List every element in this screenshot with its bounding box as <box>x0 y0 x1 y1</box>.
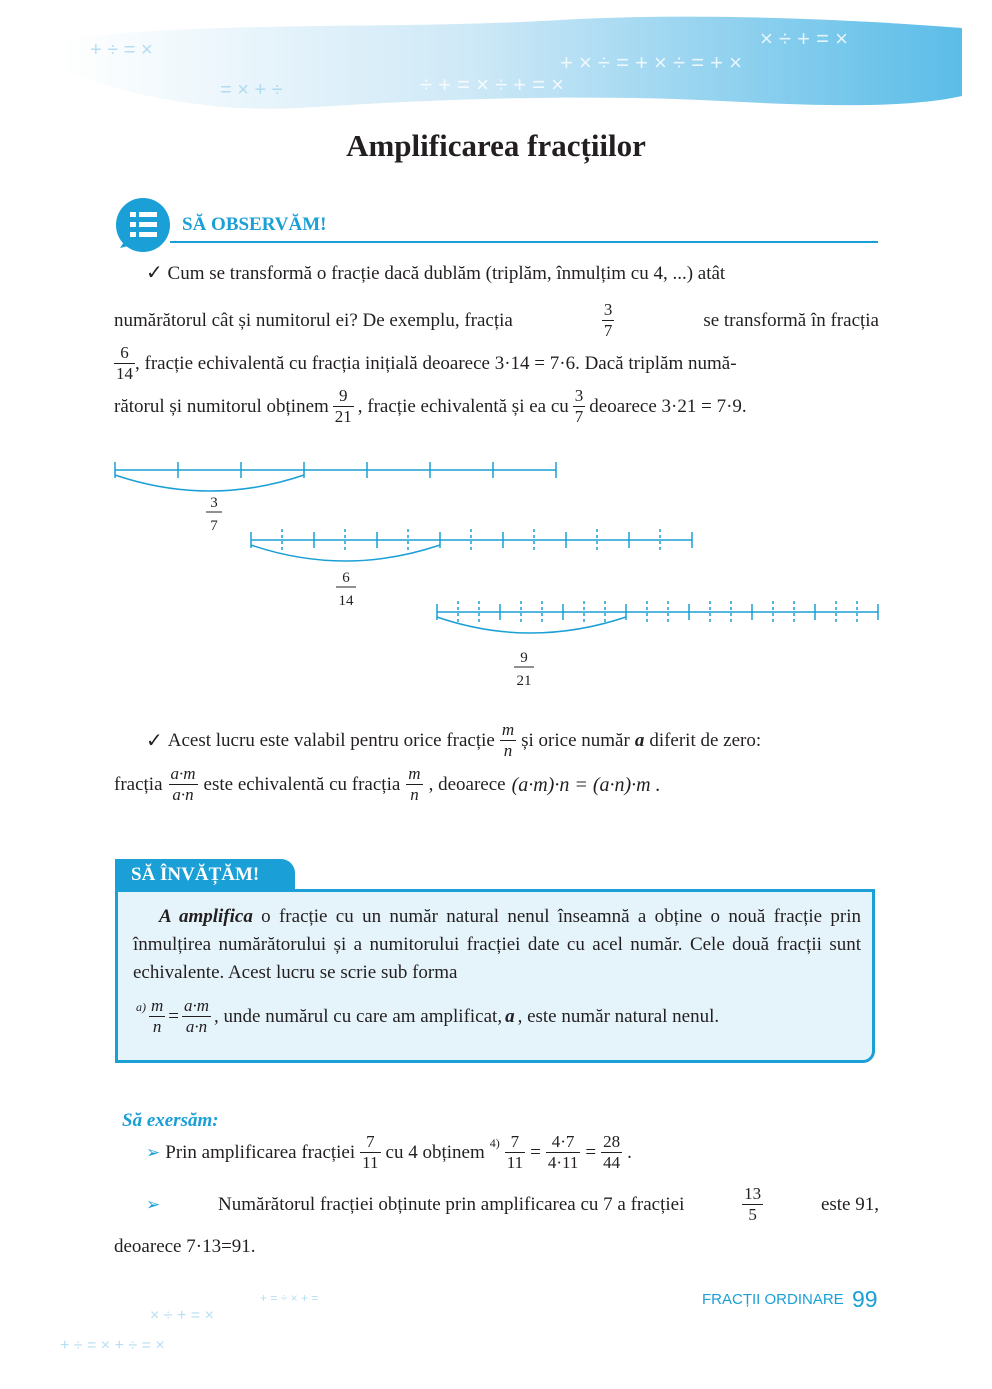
check-icon: ✓ <box>146 729 163 752</box>
denominator: a·n <box>172 785 194 804</box>
brace-3-7 <box>115 475 304 491</box>
brace-9-21 <box>437 617 626 633</box>
section-heading-practice: Să exersăm: <box>122 1110 219 1131</box>
practice-item-continuation: deoarece 7·13=91. <box>114 1236 256 1257</box>
numerator: 7 <box>360 1132 380 1153</box>
variable-a: a <box>634 729 645 751</box>
superscript: a) <box>136 1000 146 1014</box>
denominator: 11 <box>506 1153 524 1172</box>
half-ticks-fourteenths <box>282 529 660 553</box>
denominator: 14 <box>116 364 133 383</box>
numerator: m <box>408 764 421 783</box>
section-heading-learn: SĂ ÎNVĂȚĂM! <box>131 864 260 885</box>
denominator: n <box>152 1017 162 1036</box>
identity-formula: (a·m)·n = (a·n)·m . <box>511 773 661 796</box>
denominator: n <box>503 741 513 760</box>
svg-text:÷ + = × ÷ + = ×: ÷ + = × ÷ + = × <box>420 72 565 97</box>
fraction-7-11 <box>505 1132 525 1173</box>
numerator: 13 <box>744 1184 762 1203</box>
svg-text:+ ÷ = × + ÷ = ×: + ÷ = × + ÷ = × <box>60 1337 165 1354</box>
paragraph-line <box>146 262 725 285</box>
fraction-m-n <box>406 764 422 805</box>
definition-text <box>133 903 861 987</box>
numerator: 4·7 <box>546 1132 581 1153</box>
fraction-3-7 <box>602 300 615 341</box>
section-divider <box>170 241 878 243</box>
svg-text:+ ÷ = ×: + ÷ = × <box>90 39 153 61</box>
fraction-m-n <box>149 996 165 1037</box>
label-denominator: 14 <box>338 593 354 609</box>
numerator: 3 <box>574 386 584 405</box>
text: , este număr natural nenul. <box>517 1005 720 1027</box>
fraction-number-lines-diagram <box>100 455 900 695</box>
text: Cum se transformă o fracție dacă dublăm (triplăm, înmulțim cu 4, ...) atât <box>167 263 726 284</box>
denominator: 11 <box>362 1153 379 1172</box>
denominator: a·n <box>185 1017 208 1036</box>
footer-decoration <box>0 1280 520 1389</box>
defined-term: A amplifica <box>159 906 253 927</box>
fraction-7-11 <box>360 1132 380 1173</box>
label-numerator: 3 <box>210 495 218 511</box>
denominator: 4·11 <box>547 1153 579 1172</box>
text: fracția <box>114 773 163 795</box>
fraction-28-44 <box>601 1132 622 1173</box>
superscript: 4) <box>489 1136 500 1150</box>
svg-text:× ÷ + = ×: × ÷ + = × <box>150 1307 214 1324</box>
text: deoarece 3·21 = 7·9. <box>589 395 747 417</box>
text: , fracție echivalentă cu fracția inițială deoarece 3·14 = 7·6. Dacă triplăm numă- <box>135 352 737 374</box>
numerator: 9 <box>333 386 354 407</box>
header-decoration <box>0 0 992 140</box>
text: o fracție cu un număr natural nenul înseamnă a obține o nouă fracție prin înmulțirea numărătorului și a numitorului fracției date cu acel număr. Cele două fracții sunt echivalente. Acest lucru se scrie sub forma <box>133 906 862 983</box>
fraction-am-an <box>169 764 198 805</box>
fraction-13-5 <box>742 1184 763 1225</box>
text: se transformă în fracția <box>703 309 879 331</box>
fraction-9-21 <box>333 386 354 427</box>
numerator: 28 <box>603 1132 621 1151</box>
label-numerator: 9 <box>520 650 528 666</box>
section-heading-observe: SĂ OBSERVĂM! <box>182 214 327 235</box>
denominator: n <box>410 785 419 804</box>
text: , unde numărul cu care am amplificat, <box>214 1005 503 1027</box>
check-icon: ✓ <box>146 262 163 284</box>
variable-a: a <box>505 1005 515 1027</box>
paragraph-line <box>114 343 737 384</box>
fraction-3-7 <box>573 386 586 427</box>
numerator: 3 <box>603 300 613 319</box>
fraction-4x7-4x11 <box>546 1132 581 1173</box>
numerator: m <box>151 996 164 1015</box>
text: este echivalentă cu fracția <box>203 773 401 795</box>
fraction-6-14 <box>114 343 135 384</box>
text: cu 4 obținem <box>385 1141 485 1163</box>
numerator: a·m <box>170 764 196 783</box>
text: este 91, <box>820 1193 879 1215</box>
numerator: m <box>501 720 515 739</box>
paragraph-line <box>114 764 661 805</box>
page-title: Amplificarea fracțiilor <box>346 128 646 163</box>
chapter-title: FRACȚII ORDINARE <box>702 1291 844 1308</box>
denominator: 7 <box>574 407 584 426</box>
equals-sign: = <box>585 1141 597 1163</box>
text: , fracție echivalentă și ea cu <box>357 395 569 417</box>
numerator: 7 <box>505 1132 525 1153</box>
practice-item <box>146 1184 879 1225</box>
end-dot: . <box>627 1141 632 1163</box>
text: Prin amplificarea fracției <box>165 1141 356 1163</box>
list-icon <box>114 196 172 254</box>
text: diferit de zero: <box>649 729 762 751</box>
paragraph-line <box>114 300 879 341</box>
text: , deoarece <box>428 773 506 795</box>
page-number: 99 <box>852 1286 878 1312</box>
denominator: 21 <box>334 407 352 426</box>
label-denominator: 21 <box>516 673 532 689</box>
definition-formula-line <box>136 996 719 1037</box>
paragraph-line <box>146 720 879 761</box>
equals-sign: = <box>530 1141 541 1163</box>
denominator: 44 <box>603 1153 621 1172</box>
denominator: 7 <box>603 321 613 340</box>
denominator: 5 <box>748 1205 757 1224</box>
svg-text:+ = ÷ × + =: + = ÷ × + = <box>260 1291 319 1305</box>
label-numerator: 6 <box>342 570 350 586</box>
third-ticks-twentyfirsts <box>458 601 857 625</box>
paragraph-line <box>114 386 879 427</box>
text: numărătorul cât și numitorul ei? De exemplu, fracția <box>114 309 513 331</box>
equals-sign: = <box>168 1005 179 1027</box>
text: Numărătorul fracției obținute prin amplificarea cu 7 a fracției <box>218 1193 685 1215</box>
svg-text:× ÷ + = ×: × ÷ + = × <box>760 26 848 51</box>
text: și orice număr <box>521 729 630 751</box>
label-denominator: 7 <box>210 518 218 534</box>
numerator: 6 <box>114 343 135 364</box>
arrow-bullet-icon: ➢ <box>146 1142 161 1162</box>
text: rătorul și numitorul obținem <box>114 395 329 417</box>
numerator: a·m <box>184 996 210 1015</box>
fraction-m-n <box>500 720 516 761</box>
text: Acest lucru este valabil pentru orice fracție <box>167 729 495 751</box>
arrow-bullet-icon: ➢ <box>146 1194 161 1214</box>
svg-text:+ × ÷ = + × ÷ = + ×: + × ÷ = + × ÷ = + × <box>560 50 742 75</box>
fraction-am-an <box>182 996 211 1037</box>
practice-item <box>146 1132 632 1173</box>
svg-text:= × + ÷: = × + ÷ <box>220 79 283 101</box>
